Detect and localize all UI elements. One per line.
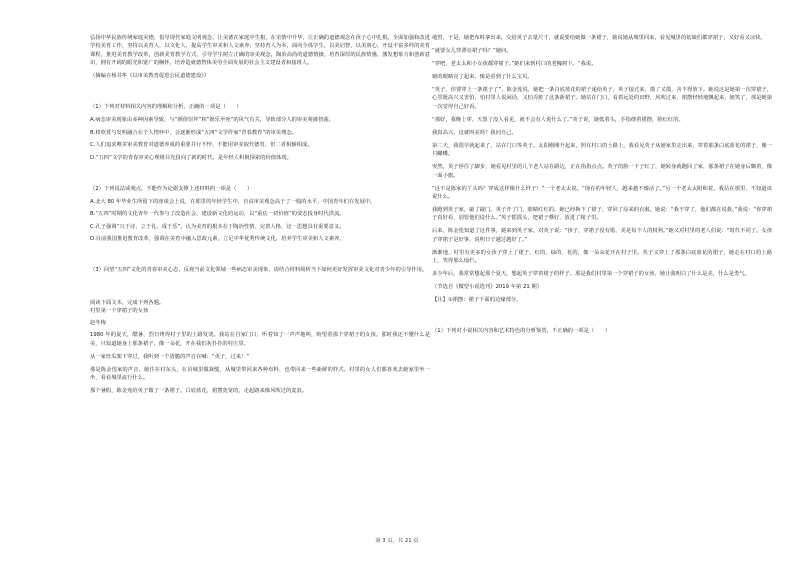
story-author: 赵冬梅 bbox=[90, 319, 106, 326]
story-source: （节选自《微型小说选刊》2019 年第 21 期） bbox=[432, 284, 543, 291]
question-3-stem: （3）回望“五四”文化的青春审美心态，反观当前文化领域一些病态审美现象，请结合材料简析当下如何更好发挥审美文化对青少年的引导作用。 bbox=[90, 266, 428, 273]
question-2-option-d: D.目前我国推进教育改革，强调在美育中融入思政元素，立足中华优秀传统文化，培养学生审美和人文素养。 bbox=[90, 236, 345, 243]
story-question-1-stem: （1）下列对小说相关内容和艺术特色的分析鉴赏，不正确的一项是（ ） bbox=[432, 328, 611, 335]
story-title: 村里第一个穿裙子的女孩 bbox=[90, 308, 149, 315]
story-paragraph: 那个暑假，陈金莲给英子做了一条裙子。白底蓝花，裙摆宽宽的，走起路来像风吹过的麦浪。 bbox=[90, 388, 308, 394]
story-paragraph: 从一家丝瓜架下穿过，我听到一个清脆的声音在喊：“英子，过来！” bbox=[90, 353, 250, 360]
story-paragraph: “英子，你要穿上一条裙子了”，陈金莲说，她把一条白底蓝花的裙子递给英子，英子接过来，摸了又摸，舍不得放下。她说这是她第一次穿裙子，心里既高兴又害怕，怕村里人说闲话，又怕弄脏了这条新裙子。她站在门口，看着远处的田野，风吹过来，裙摆轻轻地飘起来，她笑了，那是她第一次觉得自己好看。 bbox=[432, 87, 772, 110]
left-column bbox=[90, 34, 430, 400]
story-paragraph: “这不是陈家的丫头吗？穿成这样像什么样子！”一个老太太说。“现在的年轻人，越来越不像话了。”另一个老太太附和着。我站在那里，不知道该说什么。 bbox=[432, 185, 772, 201]
question-1-option-d: D.“五四”文学的青春审美心理将目光投向了新的时代，是年轻人积极探索的价值体现。 bbox=[90, 155, 292, 161]
story-paragraph: “那好，我晚上穿，天黑了没人看见，就不会有人说什么了。”英子说，她低着头，手指绕着裙摆，脸红红的。 bbox=[432, 116, 684, 123]
story-paragraph: 多少年后，我常常想起那个夏天，想起英子穿着裙子的样子。那是我们村里第一个穿裙子的女孩，她让我明白了什么是美，什么是勇气。 bbox=[432, 271, 750, 278]
story-paragraph: 渐渐地，村里有更多的女孩子穿上了裙子，红的、绿的、花的，像一朵朵花开在村子里。英子又穿上了那条白底蓝花的裙子，她走在村口的土路上，笑得那么灿烂。 bbox=[432, 249, 772, 265]
question-1-option-a: A.病态审美现象由多种因素导致，与“颜值崇拜”和“娱乐至死”的风气有关，导致部分人的审美观被扭曲。 bbox=[90, 117, 334, 124]
story-paragraph: 1980 年的夏天，酷暑，烈日烤得村子里的土路发烫。我站在自家门口，听着知了一声声地叫，盼望着那个穿裙子的女孩。那时我还不懂什么是美，只知道她身上那条裙子，像一朵花，开在我们灰扑扑的村庄里。 bbox=[90, 332, 430, 347]
reading-intro: 阅读下面文本，完成下列各题。 bbox=[90, 299, 165, 306]
question-2-stem: （2）下列说法或观点，不能作为论据支撑上述材料的一项是（ ） bbox=[90, 185, 253, 192]
story-paragraph: 后来，陈金莲知道了这件事，她来到英子家，对英子说：“孩子，穿裙子没有错，美是每个人的权利。”她又对村里的老人们说：“时代不同了，女孩子穿裙子是好事，说明日子越过越好了。” bbox=[432, 228, 772, 243]
question-2-option-b: B.“五四”时期的文化青年一代参与了改造社会、建设新文化的运动，以“重估一切价值”的姿态投身时代洪流。 bbox=[90, 211, 345, 218]
story-paragraph: 突然，英子停住了脚步，她看见村里的几个老人站在路边，正在指指点点。英子的脸一下子红了，她转身就跑回了家，那条裙子在她身后飘着，像一面小旗。 bbox=[432, 164, 772, 179]
story-paragraph: 地窖，于是，她把布料拿出来，交给英子去量尺寸，就说要给她做一条裙子，她说她从城里回来，看见城里的姑娘们都穿裙子，又好看又凉快。 bbox=[432, 35, 766, 41]
question-2-option-c: C.孔子强调“兴于诗、立于礼、成于乐”，认为美育的根本在于陶冶性情、完善人格，这一思想具有重要意义。 bbox=[90, 223, 345, 230]
essay-source: （摘编自杨书华《以审美教育促进公民道德建设》） bbox=[90, 73, 210, 80]
story-note: 【注】①裙摆：裙子下面的边缘部分。 bbox=[432, 297, 522, 304]
essay-paragraph: 弘扬中华民族传统家庭美德，倡导现代家庭文明观念，让美德在家庭中生根，在亲情中升华，让正确的道德观念在孩子心中扎根。全面加强和改进学校美育工作，坚持以美育人，以文化人，提高学生审美和人文素养；坚持育人为本，面向全体学生，以美启智，以美润心，开设丰富多样的美育课程，推进美育教学改革，创新美育教学方式，引导学生树立正确的审美观念，陶冶高尚的道德情操，培育深厚的民族情感，激发想象力和创新意识，拥有开阔的眼光和宽广的胸怀，培养造就德智体美劳全面发展的社会主义建设者和接班人。 bbox=[90, 35, 430, 67]
story-paragraph: 那是陈金莲家的声音。她住在村东头，在县城里做裁缝，从城里带回来各种布料，也带回来一些新鲜的样式。村里的女人们都喜欢去她家里坐一坐，看看城里流行什么。 bbox=[90, 366, 430, 381]
question-1-option-b: B.将欣赏与发明融合在个人情怀中，会逐渐形成“五四”文学作家“青春教育”的审美理念。 bbox=[90, 129, 297, 136]
story-paragraph: “穿吧，老太太和小女孩都穿裙子。”她们来到村口的老槐树下。“我说。 bbox=[432, 61, 597, 67]
question-2-option-a: A.北大 80 年毕业生所留下的座谈会上说，在那里的年轻学生中，自由审美观念高于了一般的水平，中国青年们在发展中。 bbox=[90, 198, 376, 205]
question-1-stem: （1）下列对材料相关内容的理解和分析，正确的一项是（ ） bbox=[90, 104, 242, 111]
question-1-option-c: C.人们追求唯美审美教育对道德养成的重要并行不悖，不能用审美取代德育，但二者相辅相成。 bbox=[90, 142, 313, 149]
story-paragraph: 她的眼睛亮了起来，像是看到了什么宝贝。 bbox=[432, 74, 533, 80]
story-paragraph: “就要女儿穿漂亮裙子吗？”她问。 bbox=[432, 48, 512, 54]
page-footer: 第 3 页，共 21 页 bbox=[375, 538, 419, 544]
story-paragraph: 我跑到英子家，敲了敲门。英子开了门，眼睛红红的，她已经换下了裙子，穿回了原来的衣服。她说：“我不穿了，他们都在说我。”我说：“你穿裙子真好看，别管他们说什么。”英子摇摇头，把裙子叠好，放进了箱子里。 bbox=[432, 207, 772, 222]
story-paragraph: 我真高兴，这就叫美吗？我问自己。 bbox=[432, 129, 517, 136]
right-column bbox=[432, 34, 772, 340]
story-paragraph: 第二天，我很早就起来了，站在门口等英子。太阳刚刚升起来，照在村口的土路上，我看见英子从她家里走出来，穿着那条白底蓝花的裙子，像一只蝴蝶。 bbox=[432, 142, 772, 158]
